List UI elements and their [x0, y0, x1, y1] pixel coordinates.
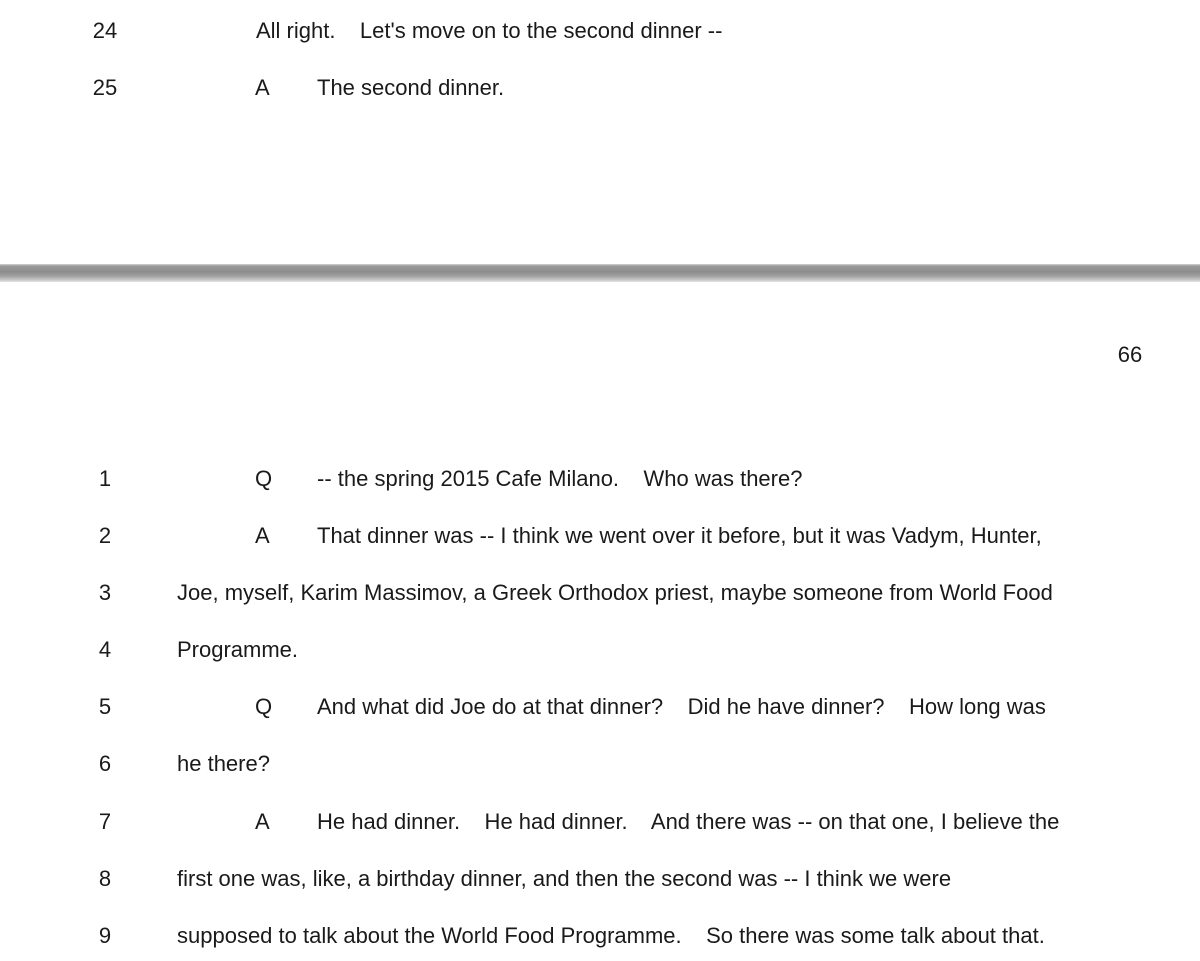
line-number: 6 — [98, 751, 112, 776]
speaker-label: Q — [255, 466, 273, 491]
line-number: 1 — [98, 466, 112, 491]
transcript-line — [0, 520, 1200, 552]
line-text: first one was, like, a birthday dinner, and then the second was -- I think we were — [177, 866, 952, 891]
transcript-line — [0, 72, 1200, 104]
page-number: 66 — [1117, 342, 1143, 367]
transcript-line — [0, 634, 1200, 666]
line-number: 7 — [98, 809, 112, 834]
line-text: Joe, myself, Karim Massimov, a Greek Orthodox priest, maybe someone from World Food — [177, 580, 1053, 605]
transcript-line — [0, 691, 1200, 723]
line-text: -- the spring 2015 Cafe Milano. Who was there? — [317, 466, 803, 491]
line-text: That dinner was -- I think we went over it before, but it was Vadym, Hunter, — [317, 523, 1042, 548]
transcript-page-previous — [0, 0, 1200, 264]
line-number: 5 — [98, 694, 112, 719]
line-text: The second dinner. — [317, 75, 505, 100]
page-break-divider — [0, 264, 1200, 282]
line-text: He had dinner. He had dinner. And there was -- on that one, I believe the — [317, 809, 1060, 834]
line-number: 3 — [98, 580, 112, 605]
line-number: 8 — [98, 866, 112, 891]
transcript-line — [0, 463, 1200, 495]
line-number: 24 — [92, 18, 118, 43]
transcript-line — [0, 577, 1200, 609]
line-number: 9 — [98, 923, 112, 948]
speaker-label: A — [255, 523, 270, 548]
speaker-label: Q — [255, 694, 273, 719]
line-number: 4 — [98, 637, 112, 662]
line-text: All right. Let's move on to the second dinner -- — [256, 18, 723, 43]
line-text: Programme. — [177, 637, 299, 662]
transcript-line — [0, 863, 1200, 895]
transcript-line — [0, 806, 1200, 838]
transcript-line — [0, 15, 1200, 47]
speaker-label: A — [255, 809, 270, 834]
line-number: 2 — [98, 523, 112, 548]
line-text: And what did Joe do at that dinner? Did he have dinner? How long was — [317, 694, 1046, 719]
speaker-label: A — [255, 75, 270, 100]
transcript-line — [0, 920, 1200, 952]
line-text: he there? — [177, 751, 270, 776]
transcript-line — [0, 748, 1200, 780]
transcript-page-current — [0, 282, 1200, 961]
line-text: supposed to talk about the World Food Programme. So there was some talk about that. — [177, 923, 1045, 948]
line-number: 25 — [92, 75, 118, 100]
